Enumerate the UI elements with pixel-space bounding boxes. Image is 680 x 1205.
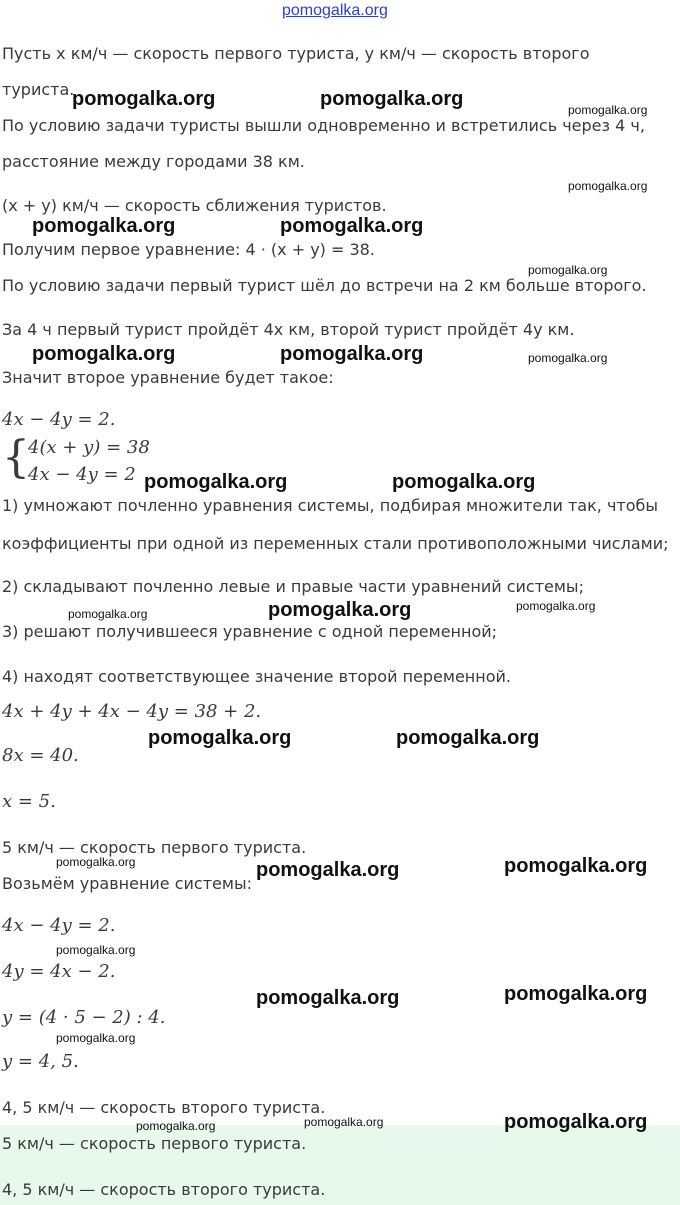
watermark-logo: pomogalka.org	[280, 215, 424, 237]
system-equation: 4(x + y) = 38	[28, 437, 150, 458]
equation: y = (4 · 5 − 2) : 4.	[2, 1007, 166, 1028]
text-line: Пусть x км/ч — скорость первого туриста, y км/ч — скорость второго	[2, 44, 590, 63]
text-line: расстояние между городами 38 км.	[2, 152, 305, 171]
answer-line: 4, 5 км/ч — скорость второго туриста.	[2, 1180, 326, 1199]
text-line: По условию задачи туристы вышли одновременно и встретились через 4 ч,	[2, 116, 645, 135]
watermark-logo: pomogalka.org	[528, 351, 608, 365]
watermark-logo: pomogalka.org	[256, 859, 400, 881]
text-line: За 4 ч первый турист пройдёт 4x км, второй турист пройдёт 4y км.	[2, 320, 575, 339]
watermark-logo: pomogalka.org	[32, 343, 176, 365]
text-line: 4, 5 км/ч — скорость второго туриста.	[2, 1098, 326, 1117]
watermark-logo: pomogalka.org	[56, 855, 136, 869]
equation: y = 4, 5.	[2, 1051, 79, 1072]
watermark-logo: pomogalka.org	[148, 727, 292, 749]
watermark-logo: pomogalka.org	[320, 88, 464, 110]
watermark-logo: pomogalka.org	[516, 599, 596, 613]
watermark-logo: pomogalka.org	[144, 471, 288, 493]
watermark-logo: pomogalka.org	[504, 983, 648, 1005]
watermark-logo: pomogalka.org	[304, 1115, 384, 1129]
watermark-logo: pomogalka.org	[396, 727, 540, 749]
watermark-logo: pomogalka.org	[56, 1031, 136, 1045]
watermark-logo: pomogalka.org	[256, 987, 400, 1009]
equation: 4y = 4x − 2.	[2, 961, 116, 982]
watermark-logo: pomogalka.org	[56, 943, 136, 957]
watermark-logo: pomogalka.org	[136, 1119, 216, 1133]
text-line: (x + y) км/ч — скорость сближения туристов.	[2, 196, 387, 215]
watermark-logo: pomogalka.org	[568, 179, 648, 193]
equation: 4x + 4y + 4x − 4y = 38 + 2.	[2, 701, 262, 722]
watermark-logo: pomogalka.org	[504, 855, 648, 877]
equation: x = 5.	[2, 791, 56, 812]
equation: 4x − 4y = 2.	[2, 915, 116, 936]
equation: 8x = 40.	[2, 745, 79, 766]
watermark-logo: pomogalka.org	[504, 1111, 648, 1133]
watermark-logo: pomogalka.org	[280, 343, 424, 365]
watermark-logo: pomogalka.org	[268, 599, 412, 621]
watermark-logo: pomogalka.org	[32, 215, 176, 237]
answer-line: 5 км/ч — скорость первого туриста.	[2, 1134, 307, 1153]
text-line: 2) складывают почленно левые и правые части уравнений системы;	[2, 577, 584, 596]
text-line: Возьмём уравнение системы:	[2, 874, 252, 893]
watermark-logo: pomogalka.org	[568, 103, 648, 117]
watermark-logo: pomogalka.org	[72, 88, 216, 110]
system-brace: {	[2, 432, 30, 483]
text-line: коэффициенты при одной из переменных стали противоположными числами;	[2, 534, 669, 553]
text-line: 1) умножают почленно уравнения системы, подбирая множители так, чтобы	[2, 496, 659, 515]
text-line: Значит второе уравнение будет такое:	[2, 368, 334, 387]
watermark-logo: pomogalka.org	[528, 263, 608, 277]
text-line: Получим первое уравнение: 4 · (x + y) = 38.	[2, 240, 375, 259]
watermark-logo: pomogalka.org	[392, 471, 536, 493]
text-line: 5 км/ч — скорость первого туриста.	[2, 838, 307, 857]
watermark-logo: pomogalka.org	[68, 607, 148, 621]
text-line: По условию задачи первый турист шёл до встречи на 2 км больше второго.	[2, 276, 647, 295]
text-line: 4) находят соответствующее значение второй переменной.	[2, 667, 511, 686]
equation: 4x − 4y = 2.	[2, 409, 116, 430]
text-line: туриста.	[2, 80, 75, 99]
system-equation: 4x − 4y = 2	[28, 464, 136, 485]
text-line: 3) решают получившееся уравнение с одной переменной;	[2, 622, 498, 641]
site-link[interactable]: pomogalka.org	[282, 2, 388, 19]
